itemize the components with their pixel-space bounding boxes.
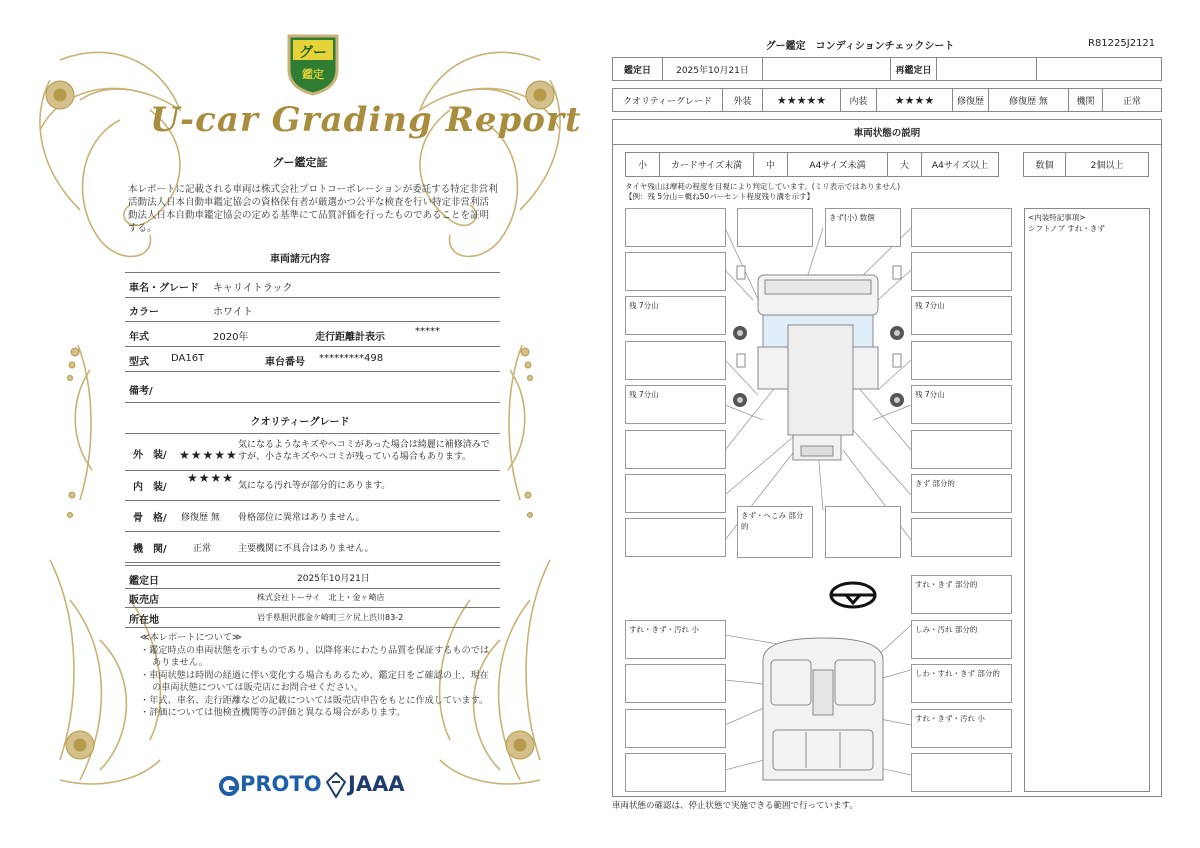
- steering-wheel-icon: [831, 583, 875, 607]
- proto-logo: [218, 774, 240, 802]
- grade-interior-stars: ★★★★: [187, 471, 235, 485]
- spec-row-model: [125, 347, 500, 372]
- jaaa-mark-icon: [326, 772, 346, 798]
- spec-color-label: カラー: [129, 307, 159, 318]
- size-medium-desc: A4サイズ未満: [788, 153, 888, 176]
- note-item: ・評価については他検査機関等の評価と異なる場合があります。: [140, 707, 406, 718]
- note-item: ・車両状態は時間の経過に伴い変化する場合もあるため、鑑定日をご確認の上、現在の車両状態については販売店にお問合せください。: [140, 669, 489, 693]
- date-label: 鑑定日: [613, 58, 663, 80]
- ext-label: 外装: [723, 89, 763, 111]
- right-mid-note: きず 部分的: [915, 479, 955, 488]
- tire-fl-note: 残 7分山: [629, 301, 659, 310]
- interior-right-1-note: しみ・汚れ 部分的: [915, 625, 978, 634]
- grade-row-engine: [125, 532, 500, 563]
- special-notes-title: <内装特記事項>: [1028, 213, 1086, 222]
- count-legend: [1023, 152, 1149, 177]
- engine-label: 機関: [1069, 89, 1103, 111]
- size-medium: 中: [754, 153, 788, 176]
- condition-box: [625, 474, 726, 513]
- tire-example: 【例：残 5分山＝概ね50パーセント程度残り溝を示す】: [625, 192, 815, 201]
- spec-remarks-label: 備考/: [129, 386, 153, 397]
- steering-note: すれ・きず 部分的: [915, 580, 978, 589]
- jaaa-logo: [326, 772, 346, 802]
- sheet-code: R81225J2121: [1088, 38, 1156, 49]
- condition-box: [911, 753, 1012, 792]
- condition-box-interior-right-3: [911, 709, 1012, 748]
- condition-box-tire-rl: [625, 385, 726, 424]
- condition-box-tire-rr: [911, 385, 1012, 424]
- condition-box: [911, 518, 1012, 557]
- condition-box: [625, 252, 726, 291]
- reinspect-label: 再鑑定日: [891, 58, 937, 80]
- condition-box: [625, 753, 726, 792]
- condition-box-right-mid: [911, 474, 1012, 513]
- bottom-center-note: きず・へこみ 部分的: [741, 511, 804, 531]
- grade-row-interior: [125, 470, 500, 501]
- badge-bottom-text: 鑑定: [302, 68, 324, 81]
- reinspect-value: [937, 58, 1037, 80]
- date-blank: [763, 58, 891, 80]
- grade-section-title: クオリティーグレード: [250, 417, 350, 428]
- condition-box-tire-fl: [625, 296, 726, 335]
- quality-label: クオリティーグレード: [613, 89, 723, 111]
- spec-name-value: キャリイトラック: [213, 283, 293, 294]
- condition-box: [625, 430, 726, 469]
- condition-box: [911, 252, 1012, 291]
- spec-year-label: 年式: [129, 332, 149, 343]
- top-center-note: きず(小) 数個: [829, 213, 875, 222]
- repair-value: 修復歴 無: [989, 89, 1069, 111]
- badge-top-text: グー: [299, 45, 327, 61]
- tire-rl-note: 残 7分山: [629, 390, 659, 399]
- int-stars: ★★★★: [877, 89, 953, 111]
- repair-label: 修復歴: [953, 89, 989, 111]
- interior-right-2-note: しわ・すれ・きず 部分的: [915, 669, 1000, 678]
- proto-mark-icon: [218, 774, 240, 798]
- condition-box: [911, 341, 1012, 380]
- size-small: 小: [626, 153, 660, 176]
- size-small-desc: カードサイズ未満: [660, 153, 754, 176]
- section-title: 車両状態の説明: [613, 120, 1161, 145]
- vehicle-condition-section: [612, 119, 1162, 797]
- tire-note: タイヤ残山は摩耗の程度を目視により判定しています。(ミリ表示ではありません): [625, 182, 901, 191]
- sheet-title: グー鑑定 コンディションチェックシート: [765, 41, 955, 52]
- certificate-intro: 本レポートに記載される車両は株式会社プロトコーポレーションが委託する特定非営利活動法人日本自動車鑑定協会の資格保有者が厳選かつ公平な検査を行い特定非営利活動法人日本自動車鑑定協会の定める基準にて品質評価を行ったものであることを証明する。: [128, 184, 498, 234]
- size-large-desc: A4サイズ以上: [931, 161, 989, 171]
- proto-logo-text: PROTO: [240, 772, 322, 796]
- grade-frame-label: 骨 格/: [133, 513, 167, 524]
- condition-box: [825, 506, 901, 558]
- condition-box: [625, 518, 726, 557]
- quality-row: [612, 88, 1162, 112]
- info-dealer-value: 株式会社トーサイ 北上・金ヶ崎店: [257, 593, 385, 602]
- condition-box: [625, 208, 726, 247]
- interior-right-3-note: すれ・きず・汚れ 小: [915, 714, 985, 723]
- certificate-title: グー鑑定証: [272, 156, 328, 169]
- grade-engine-desc: 主要機関に不具合はありません。: [238, 544, 374, 554]
- info-address-value: 岩手県胆沢郡金ケ崎町三ケ尻上渋川83-2: [257, 613, 404, 622]
- count-label: 数個: [1024, 153, 1066, 176]
- note-item: ・鑑定時点の車両状態を示すものであり、以降将来にわたり品質を保証するものではありません。: [140, 644, 490, 668]
- spec-color-value: ホワイト: [213, 307, 253, 318]
- grade-frame-desc: 骨格部位に異常はありません。: [238, 513, 365, 523]
- info-address-label: 所在地: [129, 615, 159, 626]
- report-notes: [140, 632, 490, 720]
- condition-box-steering: [911, 575, 1012, 614]
- grade-engine-label: 機 関/: [133, 544, 167, 555]
- interior-left-top-note: すれ・きず・汚れ 小: [629, 625, 699, 634]
- grade-frame-value: 修復歴 無: [181, 513, 220, 523]
- condition-box-interior-left-top: [625, 620, 726, 659]
- grade-exterior-desc: 気になるようなキズやヘコミがあった場合は綺麗に補修済みですが、小さなキズやヘコミが残っている場合もあります。: [238, 440, 490, 462]
- info-date-label: 鑑定日: [129, 576, 159, 587]
- sheet-footer: 車両状態の確認は、停止状態で実施できる範囲で行っています。: [612, 801, 858, 811]
- spec-row-year: [125, 322, 500, 347]
- spec-row-remarks: [125, 372, 500, 403]
- grade-row-exterior: [125, 433, 500, 471]
- info-row-date: [125, 565, 500, 589]
- condition-box: [625, 341, 726, 380]
- condition-box-interior-right-2: [911, 664, 1012, 703]
- jaaa-logo-text: JAAA: [348, 772, 405, 796]
- grade-interior-desc: 気になる汚れ等が部分的にあります。: [238, 481, 391, 491]
- int-label: 内装: [841, 89, 877, 111]
- condition-check-sheet: [600, 0, 1200, 848]
- count-desc: 2個以上: [1090, 161, 1124, 171]
- grade-exterior-stars: ★★★★★: [179, 448, 238, 462]
- grade-exterior-label: 外 装/: [133, 450, 167, 461]
- date-row: [612, 57, 1162, 81]
- spec-chassis-value: *********498: [319, 353, 384, 364]
- spec-row-color: [125, 297, 500, 322]
- grade-interior-label: 内 装/: [133, 482, 167, 493]
- note-item: ・年式、車名、走行距離などの記載については販売店申告をもとに作成しています。: [140, 694, 489, 706]
- notes-title: ≪本レポートについて≫: [140, 632, 242, 643]
- condition-box: [737, 208, 813, 247]
- spec-odo-value: *****: [415, 326, 440, 337]
- condition-box-interior-right-1: [911, 620, 1012, 659]
- spec-section-title: 車両諸元内容: [270, 254, 330, 265]
- condition-box: [625, 664, 726, 703]
- spec-name-label: 車名・グレード: [129, 283, 199, 294]
- shield-icon: [283, 30, 343, 96]
- spec-model-value: DA16T: [171, 353, 205, 364]
- tire-fr-note: 残 7分山: [915, 301, 945, 310]
- engine-value: 正常: [1122, 96, 1141, 107]
- truck-top-view-icon: [758, 275, 878, 460]
- condition-box: [911, 430, 1012, 469]
- grade-engine-value: 正常: [193, 544, 212, 554]
- spec-year-value: 2020年: [213, 332, 249, 343]
- ext-stars: ★★★★★: [763, 89, 841, 111]
- report-script-title: U-car Grading Report: [150, 100, 582, 140]
- condition-box: [625, 709, 726, 748]
- special-notes-text: シフトノブ すれ・きず: [1028, 224, 1105, 233]
- interior-special-notes: [1024, 208, 1150, 792]
- spec-chassis-label: 車台番号: [265, 357, 305, 368]
- spec-odo-label: 走行距離計表示: [315, 332, 385, 343]
- size-large: 大: [888, 153, 922, 176]
- goo-kantei-badge: [283, 30, 343, 96]
- tire-rr-note: 残 7分山: [915, 390, 945, 399]
- info-row-address: [125, 608, 500, 628]
- info-dealer-label: 販売店: [129, 595, 159, 606]
- date-value: 2025年10月21日: [663, 58, 763, 80]
- grade-row-frame: [125, 501, 500, 532]
- spec-model-label: 型式: [129, 357, 149, 368]
- condition-box-tire-fr: [911, 296, 1012, 335]
- condition-box-top-center: [825, 208, 901, 247]
- condition-box-bottom-center: [737, 506, 813, 558]
- interior-top-view-icon: [763, 638, 883, 780]
- info-date-value: 2025年10月21日: [297, 574, 370, 584]
- info-row-dealer: [125, 588, 500, 608]
- condition-box: [911, 208, 1012, 247]
- spec-row-name: [125, 272, 500, 298]
